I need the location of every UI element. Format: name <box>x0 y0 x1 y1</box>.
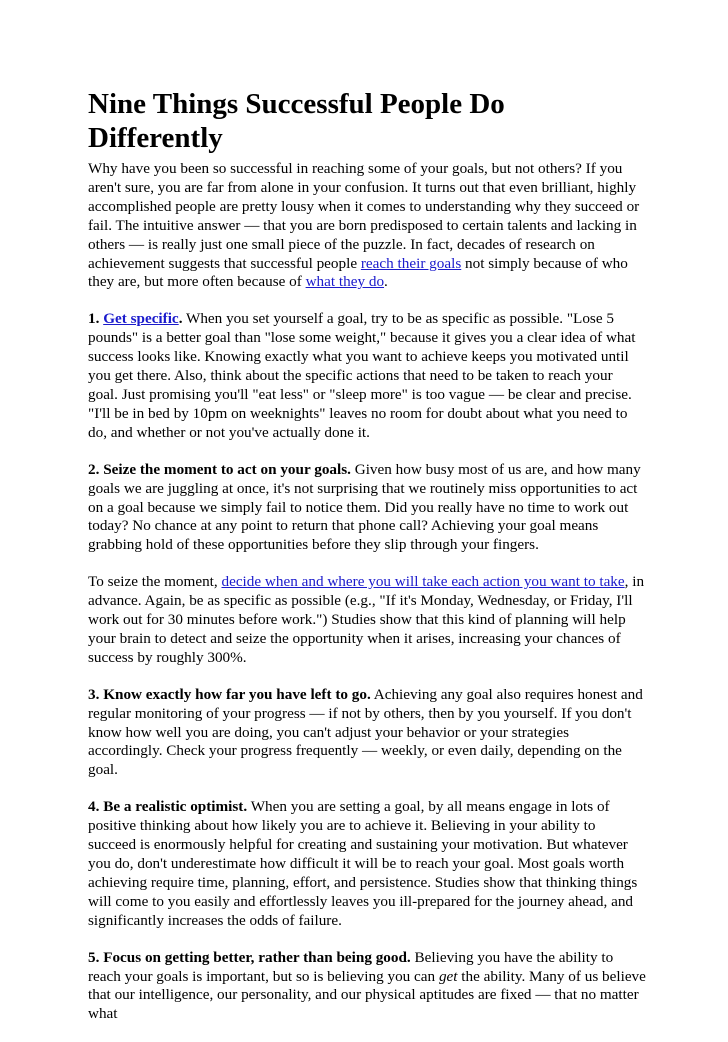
section-4-text: When you are setting a goal, by all means engage in lots of positive thinking about how likely you are to achieve it. Believing in your ability to succeed is enormously helpful for creating and sustaining your motivation. But whatever you do, don't underestimate how difficult it will be to reach your goal. Most goals worth achieving require time, planning, effort, and persistence. Studies show that thinking things will come to you easily and effortlessly leaves you ill-prepared for the journey ahead, and significantly increases the odds of failure. <box>88 798 638 929</box>
section-4-paragraph <box>88 798 646 930</box>
intro-text-a: Why have you been so successful in reaching some of your goals, but not others? If you aren't sure, you are far from alone in your confusion. It turns out that even brilliant, highly accomplished people are pretty lousy when it comes to understanding why they succeed or fail. The intuitive answer — that you are born predisposed to certain talents and lacking in others — is really just one small piece of the puzzle. In fact, decades of research on achievement suggests that successful people <box>88 160 640 272</box>
title-line-2: Differently <box>88 122 223 154</box>
article-title <box>88 87 646 155</box>
section-2-text: Given how busy most of us are, and how many goals we are juggling at once, it's not surprising that we routinely miss opportunities to act on a goal because we simply fail to notice them. Did you really have no time to work out today? No chance at any point to return that phone call? Achieving your goal means grabbing hold of these opportunities before they slip through your fingers. <box>88 460 641 554</box>
section-5-paragraph <box>88 949 646 1025</box>
title-line-1: Nine Things Successful People Do <box>88 88 505 120</box>
intro-text-c: . <box>384 273 388 291</box>
section-3-text: Achieving any goal also requires honest and regular monitoring of your progress — if not by others, then by you yourself. If you don't know how well you are doing, you can't adjust your behavior or your strategies accordingly. Check your progress frequently — weekly, or even daily, depending on the goal. <box>88 685 643 779</box>
decide-when-where-link[interactable]: decide when and where you will take each action you want to take <box>221 573 625 591</box>
section-1-text: When you set yourself a goal, try to be as specific as possible. "Lose 5 pounds" is a better goal than "lose some weight," because it gives you a clear idea of what success looks like. Knowing exactly what you want to achieve keeps you motivated until you get there. Also, think about the specific actions that need to be taken to reach your goal. Just promising you'll "eat less" or "sleep more" is too vague — be clear and precise. "I'll be in bed by 10pm on weeknights" leaves no room for doubt about what you need to do, and whether or not you've actually done it. <box>88 310 636 441</box>
intro-text-b: not simply because of who they are, but more often because of <box>88 254 628 291</box>
section-5-text-b: the ability. Many of us believe that our intelligence, our personality, and our physical aptitudes are fixed — that no matter what <box>88 967 646 1023</box>
section-5-heading: 5. Focus on getting better, rather than being good. <box>88 948 411 966</box>
section-1-dot: . <box>178 310 183 328</box>
section-4-heading: 4. Be a realistic optimist. <box>88 798 248 816</box>
reach-their-goals-link[interactable]: reach their goals <box>360 254 462 272</box>
section-2b-text-b: , in advance. Again, be as specific as possible (e.g., "If it's Monday, Wednesday, or Friday, I'll work out for 30 minutes before work.") Studies show that this kind of planning will help your brain to detect and seize the opportunity when it arises, increasing your chances of success by roughly 300%. <box>88 573 645 666</box>
section-5-text-a: Believing you have the ability to reach your goals is important, but so is believing you can <box>88 948 614 985</box>
section-3-heading: 3. Know exactly how far you have left to go. <box>88 685 371 703</box>
intro-paragraph <box>88 160 646 292</box>
section-1-number: 1. <box>88 310 104 328</box>
section-5-emphasis: get <box>438 967 458 985</box>
section-3-paragraph <box>88 686 646 781</box>
section-2b-paragraph <box>88 573 646 668</box>
section-2b-text-a: To seize the moment, <box>88 573 222 591</box>
section-2-heading: 2. Seize the moment to act on your goals. <box>88 460 351 478</box>
section-2-paragraph <box>88 461 646 556</box>
section-1-paragraph <box>88 310 646 442</box>
what-they-do-link[interactable]: what they do <box>305 273 385 291</box>
get-specific-link[interactable]: Get specific <box>103 310 179 328</box>
article <box>88 87 646 1042</box>
